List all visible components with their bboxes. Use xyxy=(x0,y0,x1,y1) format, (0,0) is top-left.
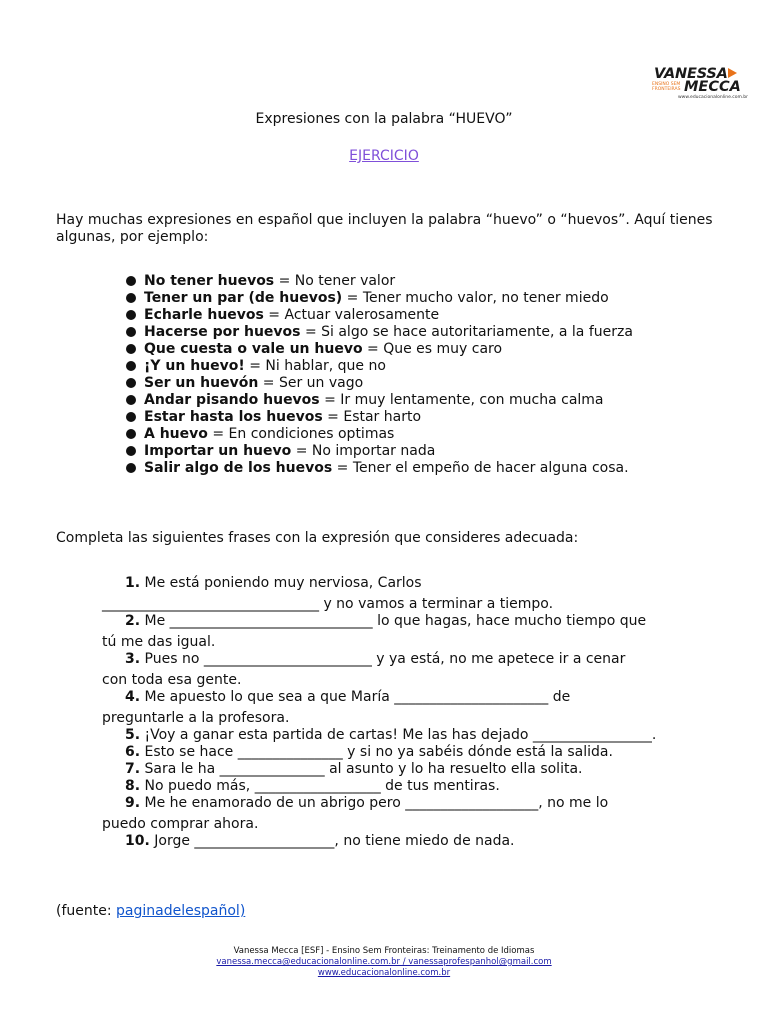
logo-name-line1: VANESSA xyxy=(654,66,728,82)
bullet-icon xyxy=(126,361,136,371)
bullet-icon xyxy=(126,327,136,337)
logo-tagline: ENSINO SEM FRONTEIRAS xyxy=(652,82,681,92)
bullet-icon xyxy=(126,310,136,320)
footer-credits: Vanessa Mecca [ESF] - Ensino Sem Fronteiras: Treinamento de Idiomas xyxy=(233,946,535,956)
exercise-number: 10. xyxy=(125,833,150,849)
exercise-line xyxy=(102,816,258,833)
bullet-icon xyxy=(126,429,136,439)
expression-item xyxy=(126,443,633,460)
expression-item xyxy=(126,409,633,426)
expressions-list xyxy=(126,273,633,477)
expression-item xyxy=(126,375,633,392)
footer-website-link[interactable]: www.educacionalonline.com.br xyxy=(317,968,451,978)
exercise-text: No puedo más, __________________ de tus mentiras. xyxy=(140,778,500,794)
expression-meaning: = Estar harto xyxy=(322,409,422,425)
expression-item xyxy=(126,426,633,443)
exercise-line xyxy=(125,744,613,761)
footer-email-link[interactable]: vanessa.mecca@educacionalonline.com.br / vanessaprofespanhol@gmail.com xyxy=(216,957,552,967)
source-prefix: (fuente: xyxy=(56,903,117,919)
exercise-number: 2. xyxy=(125,613,141,629)
expression-meaning: = No importar nada xyxy=(291,443,436,459)
exercise-text: Esto se hace _______________ y si no ya sabéis dónde está la salida. xyxy=(140,744,613,760)
expression-item xyxy=(126,273,633,290)
expression-term: A huevo xyxy=(144,426,208,442)
brand-logo xyxy=(652,66,749,104)
exercise-text: Me he enamorado de un abrigo pero ___________________, no me lo xyxy=(140,795,609,811)
expression-meaning: = Si algo se hace autoritariamente, a la fuerza xyxy=(300,324,633,340)
expression-meaning: = Ir muy lentamente, con mucha calma xyxy=(319,392,604,408)
expression-term: Andar pisando huevos xyxy=(144,392,320,408)
exercise-number: 7. xyxy=(125,761,141,777)
expression-item xyxy=(126,290,633,307)
exercise-number: 6. xyxy=(125,744,141,760)
expression-term: Echarle huevos xyxy=(144,307,264,323)
expression-term: Ser un huevón xyxy=(144,375,259,391)
source-citation xyxy=(56,903,245,919)
exercise-line xyxy=(102,596,553,613)
expression-term: Salir algo de los huevos xyxy=(144,460,333,476)
exercise-line xyxy=(102,672,241,689)
exercise-text: puedo comprar ahora. xyxy=(102,816,259,832)
bullet-icon xyxy=(126,344,136,354)
bullet-icon xyxy=(126,276,136,286)
exercise-text: Me está poniendo muy nerviosa, Carlos xyxy=(140,575,422,591)
expression-meaning: = No tener valor xyxy=(274,273,396,289)
exercise-line xyxy=(125,651,625,668)
exercise-line xyxy=(125,761,582,778)
exercise-number: 9. xyxy=(125,795,141,811)
exercise-link[interactable]: EJERCICIO xyxy=(349,148,419,164)
exercise-number: 1. xyxy=(125,575,141,591)
expression-term: No tener huevos xyxy=(144,273,275,289)
exercise-text: Me _____________________________ lo que hagas, hace mucho tiempo que xyxy=(140,613,647,629)
expression-term: ¡Y un huevo! xyxy=(144,358,245,374)
page-title: Expresiones con la palabra “HUEVO” xyxy=(255,111,513,127)
exercise-line xyxy=(102,710,289,727)
expression-item xyxy=(126,392,633,409)
logo-name-line2: MECCA xyxy=(684,79,741,95)
logo-url: www.educacionalonline.com.br xyxy=(678,95,749,100)
exercise-text: preguntarle a la profesora. xyxy=(102,710,290,726)
exercise-text: Jorge ____________________, no tiene miedo de nada. xyxy=(149,833,515,849)
exercise-line xyxy=(125,613,646,630)
bullet-icon xyxy=(126,293,136,303)
bullet-icon xyxy=(126,446,136,456)
expression-term: Hacerse por huevos xyxy=(144,324,301,340)
source-link[interactable]: paginadelespañol) xyxy=(116,903,246,919)
exercise-line xyxy=(125,575,422,592)
exercise-line xyxy=(102,634,215,651)
exercise-text: ¡Voy a ganar esta partida de cartas! Me las has dejado _________________. xyxy=(140,727,657,743)
play-icon xyxy=(728,68,737,78)
expression-meaning: = Tener el empeño de hacer alguna cosa. xyxy=(332,460,629,476)
exercise-text: tú me das igual. xyxy=(102,634,216,650)
expression-meaning: = Actuar valerosamente xyxy=(263,307,440,323)
expression-term: Que cuesta o vale un huevo xyxy=(144,341,363,357)
exercise-text: Me apuesto lo que sea a que María ______________________ de xyxy=(140,689,571,705)
exercise-number: 3. xyxy=(125,651,141,667)
intro-paragraph: Hay muchas expresiones en español que incluyen la palabra “huevo” o “huevos”. Aquí tienes algunas, por ejemplo: xyxy=(56,212,713,245)
exercise-text: con toda esa gente. xyxy=(102,672,242,688)
exercise-number: 8. xyxy=(125,778,141,794)
bullet-icon xyxy=(126,378,136,388)
exercise-number: 4. xyxy=(125,689,141,705)
expression-term: Importar un huevo xyxy=(144,443,292,459)
exercise-text: Sara le ha _______________ al asunto y lo ha resuelto ella solita. xyxy=(140,761,583,777)
bullet-icon xyxy=(126,395,136,405)
exercise-line xyxy=(125,833,515,850)
instruction-text: Completa las siguientes frases con la expresión que consideres adecuada: xyxy=(56,530,579,546)
expression-meaning: = Ser un vago xyxy=(258,375,364,391)
exercise-text: Pues no ________________________ y ya está, no me apetece ir a cenar xyxy=(140,651,626,667)
expression-item xyxy=(126,341,633,358)
exercise-heading xyxy=(0,148,768,164)
expression-item xyxy=(126,358,633,375)
exercise-line xyxy=(125,727,656,744)
expression-item xyxy=(126,324,633,341)
expression-term: Estar hasta los huevos xyxy=(144,409,323,425)
expression-item xyxy=(126,307,633,324)
page-footer xyxy=(0,946,768,979)
exercise-number: 5. xyxy=(125,727,141,743)
expression-meaning: = Tener mucho valor, no tener miedo xyxy=(342,290,609,306)
exercise-text: _______________________________ y no vamos a terminar a tiempo. xyxy=(102,596,554,612)
exercise-line xyxy=(125,795,608,812)
exercise-line xyxy=(125,778,500,795)
expression-meaning: = Ni hablar, que no xyxy=(244,358,386,374)
bullet-icon xyxy=(126,463,136,473)
expression-meaning: = En condiciones optimas xyxy=(207,426,395,442)
expression-term: Tener un par (de huevos) xyxy=(144,290,343,306)
bullet-icon xyxy=(126,412,136,422)
expression-item xyxy=(126,460,633,477)
expression-meaning: = Que es muy caro xyxy=(362,341,503,357)
exercise-line xyxy=(125,689,570,706)
